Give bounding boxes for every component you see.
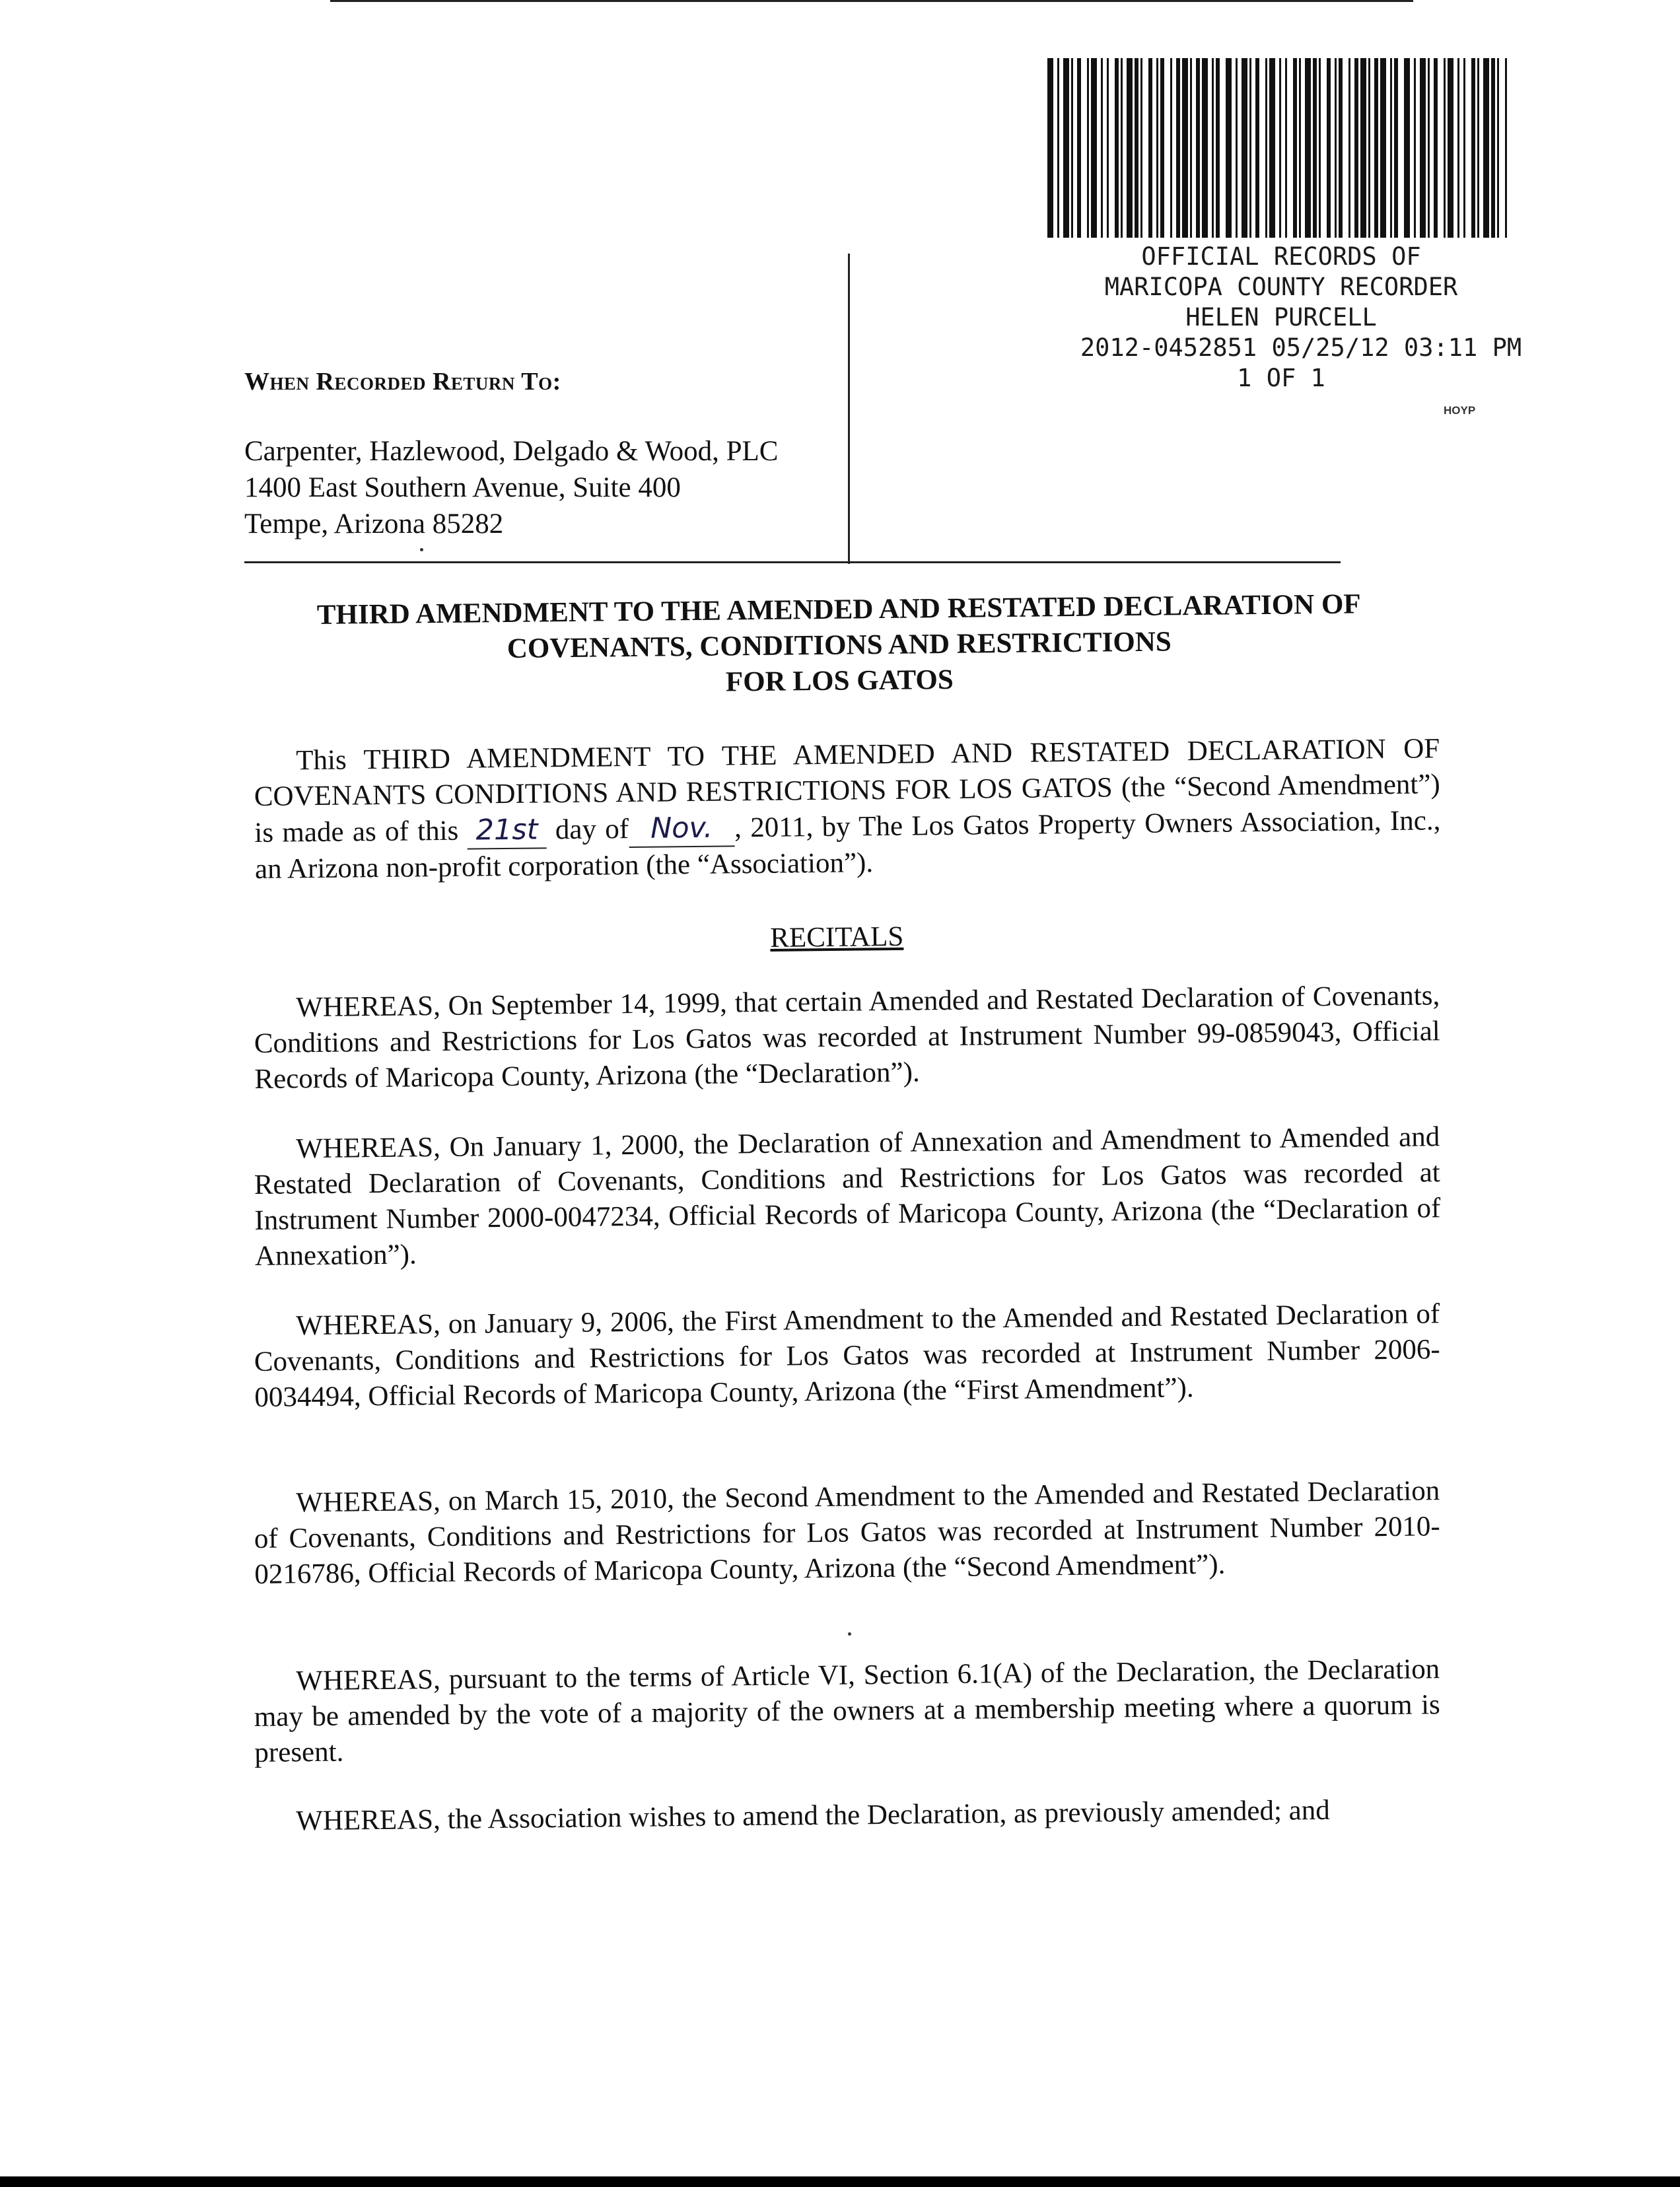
recorder-line-2: MARICOPA COUNTY RECORDER [1104,273,1458,301]
recorder-line-1: OFFICIAL RECORDS OF [1141,242,1421,271]
recital-paragraph-4 [254,1473,1441,1593]
recital-text-1: WHEREAS, On September 14, 1999, that certain Amended and Restated Declaration of Covenants, Conditions and Restrictions for Los Gatos was recorded at Instrument Number 99-0859043, Official Records of Maricopa County, Arizona (the “Declaration”). [254,980,1440,1095]
recital-paragraph-1 [254,978,1441,1097]
return-box-rule [244,561,1341,563]
recital-text-5: WHEREAS, pursuant to the terms of Article VI, Section 6.1(A) of the Declaration, the Declaration may be amended by the vote of a majority of the owners at a membership meeting where a quorum is present. [254,1653,1440,1768]
return-to-heading: When Recorded Return To: [244,368,561,396]
recording-number: 2012-0452851 05/25/12 03:11 PM [1080,333,1522,362]
recital-text-4: WHEREAS, on March 15, 2010, the Second Amendment to the Amended and Restated Declaration of Covenants, Conditions and Restrictions for Los Gatos was recorded at Instrument Number 2010-0216786, Official Records of Maricopa County, Arizona (the “Second Amendment”). [254,1475,1440,1590]
recital-paragraph-2 [254,1119,1441,1274]
recorder-stamp [1030,242,1532,394]
recital-paragraph-3 [254,1296,1441,1416]
title-line-2: COVENANTS, CONDITIONS AND RESTRICTIONS [507,626,1172,664]
handwritten-month: Nov. [629,810,735,848]
title-line-1: THIRD AMENDMENT TO THE AMENDED AND RESTATED DECLARATION OF [316,588,1361,631]
return-box-divider [848,254,850,564]
address-line-2: 1400 East Southern Avenue, Suite 400 [244,472,681,503]
address-line-1: Carpenter, Hazlewood, Delgado & Wood, PLC [244,436,779,467]
intro-text-start: This THIRD AMENDMENT TO THE AMENDED AND RESTATED DECLARATION OF COVENANTS CONDITIONS AND RESTRICTIONS FOR LOS GATOS (the “Second Amendment”) is made as of this [254,733,1440,849]
scan-speck [420,548,423,551]
page-count: 1 OF 1 [1237,364,1325,392]
recital-paragraph-5 [254,1651,1441,1771]
address-line-3: Tempe, Arizona 85282 [244,508,504,539]
intro-day-of: day of [555,814,629,846]
recital-text-2: WHEREAS, On January 1, 2000, the Declaration of Annexation and Amendment to Amended and Restated Declaration of Covenants, Conditions and Restrictions for Los Gatos was recorded at Instrument Number 2000-0047234, Official Records of Maricopa County, Arizona (the “Declaration of Annexation”). [254,1121,1441,1272]
intro-paragraph [254,731,1441,887]
recital-text-3: WHEREAS, on January 9, 2006, the First Amendment to the Amended and Restated Declaration of Covenants, Conditions and Restrictions for Los Gatos was recorded at Instrument Number 2006-0034494, Official Records of Maricopa County, Arizona (the “First Amendment”). [254,1298,1440,1413]
stamp-code: HOYP [1444,404,1476,417]
scan-speck [848,1632,851,1636]
barcode [1047,58,1507,238]
title-line-3: FOR LOS GATOS [725,664,954,698]
handwritten-day: 21st [467,812,547,849]
document-title [251,586,1428,705]
top-rule [330,0,1413,2]
scan-edge [0,2176,1680,2187]
return-address [244,433,778,542]
recital-text-6: WHEREAS, the Association wishes to amend the Declaration, as previously amended; and [296,1794,1330,1837]
recitals-heading: RECITALS [770,920,904,954]
intro-text-end: , 2011, by The Los Gatos Property Owners Association, Inc., an Arizona non-profit corporation (the “Association”). [254,805,1441,885]
recital-paragraph-6 [254,1791,1440,1840]
recorder-line-3: HELEN PURCELL [1185,303,1377,331]
